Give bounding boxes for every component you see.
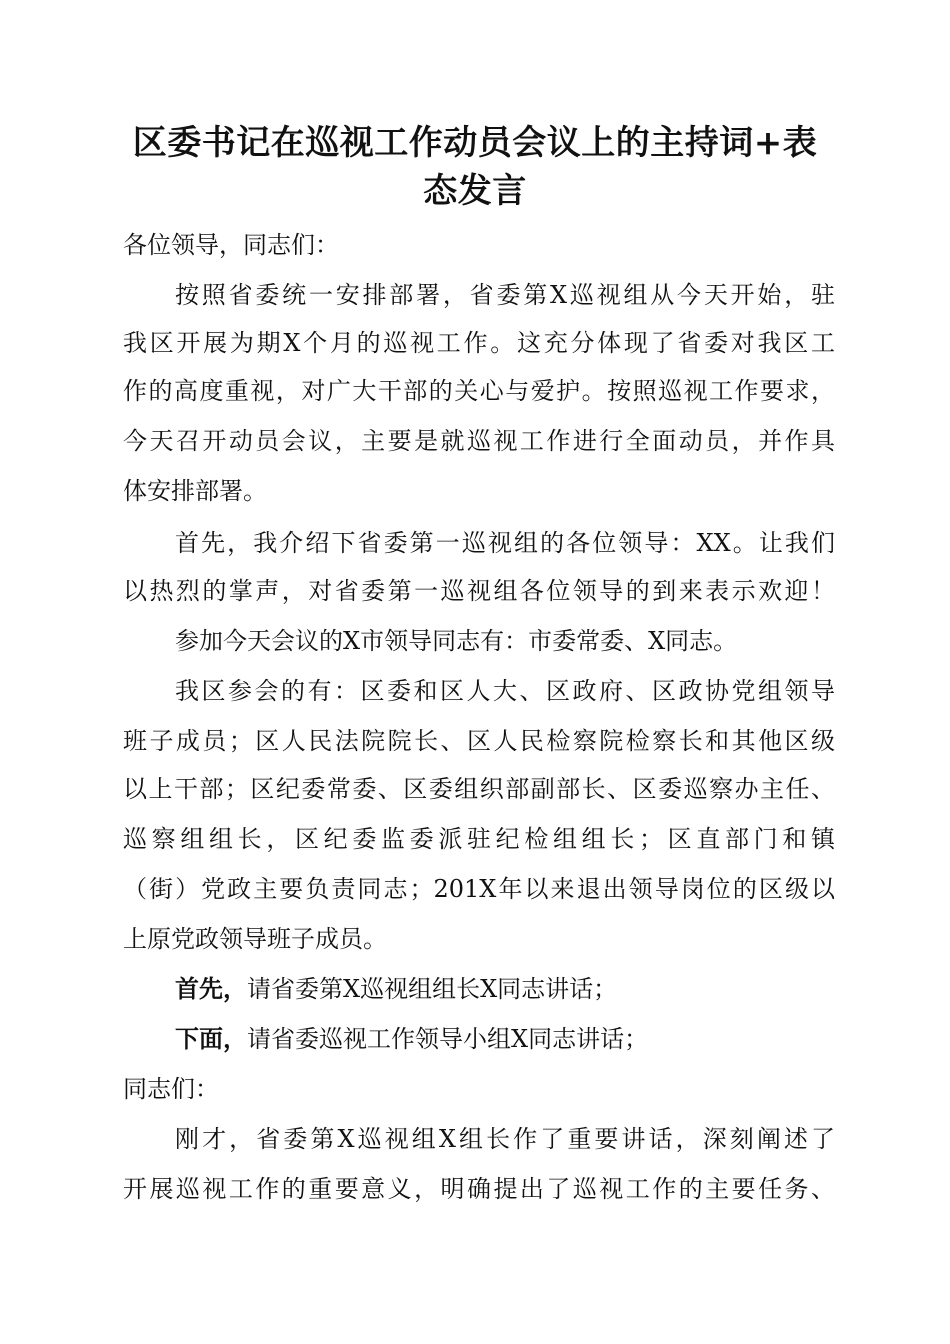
speaker-2-lead: 下面， <box>175 1025 247 1053</box>
paragraph-line: 以热烈的掌声，对省委第一巡视组各位领导的到来表示欢迎！ <box>123 577 835 605</box>
paragraph-line: 我区开展为期X个月的巡视工作。这充分体现了省委对我区工 <box>123 329 835 357</box>
paragraph-line: 巡察组组长，区纪委监委派驻纪检组组长；区直部门和镇 <box>123 825 835 853</box>
document-title-line-2: 态发言 <box>423 171 527 211</box>
closing-salutation: 同志们： <box>123 1075 219 1103</box>
speaker-2-text: 请省委巡视工作领导小组X同志讲话； <box>247 1025 649 1053</box>
paragraph-line: 以上干部；区纪委常委、区委组织部副部长、区委巡察办主任、 <box>123 775 835 803</box>
paragraph-line: 首先，我介绍下省委第一巡视组的各位领导：XX。让我们 <box>175 529 835 557</box>
paragraph-line: （街）党政主要负责同志；201X年以来退出领导岗位的区级以 <box>123 875 835 903</box>
paragraph-line: 参加今天会议的X市领导同志有：市委常委、X同志。 <box>175 627 738 655</box>
salutation: 各位领导，同志们： <box>123 231 339 259</box>
speaker-1-lead: 首先， <box>175 975 247 1003</box>
paragraph-line: 上原党政领导班子成员。 <box>123 925 387 953</box>
paragraph-line: 我区参会的有：区委和区人大、区政府、区政协党组领导 <box>175 677 835 705</box>
paragraph-line: 班子成员；区人民法院院长、区人民检察院检察长和其他区级 <box>123 727 835 755</box>
speaker-1-line <box>175 972 835 1006</box>
paragraph-line: 刚才，省委第X巡视组X组长作了重要讲话，深刻阐述了 <box>175 1125 835 1153</box>
paragraph-line: 按照省委统一安排部署，省委第X巡视组从今天开始，驻 <box>175 281 835 309</box>
paragraph-line: 体安排部署。 <box>123 477 267 505</box>
speaker-1-text: 请省委第X巡视组组长X同志讲话； <box>247 975 618 1003</box>
speaker-2-line <box>175 1022 835 1056</box>
paragraph-line: 今天召开动员会议，主要是就巡视工作进行全面动员，并作具 <box>123 427 835 455</box>
paragraph-line: 开展巡视工作的重要意义，明确提出了巡视工作的主要任务、 <box>123 1175 835 1203</box>
paragraph-line: 作的高度重视，对广大干部的关心与爱护。按照巡视工作要求， <box>123 377 835 405</box>
document-title-line-1: 区委书记在巡视工作动员会议上的主持词+表 <box>132 123 818 163</box>
